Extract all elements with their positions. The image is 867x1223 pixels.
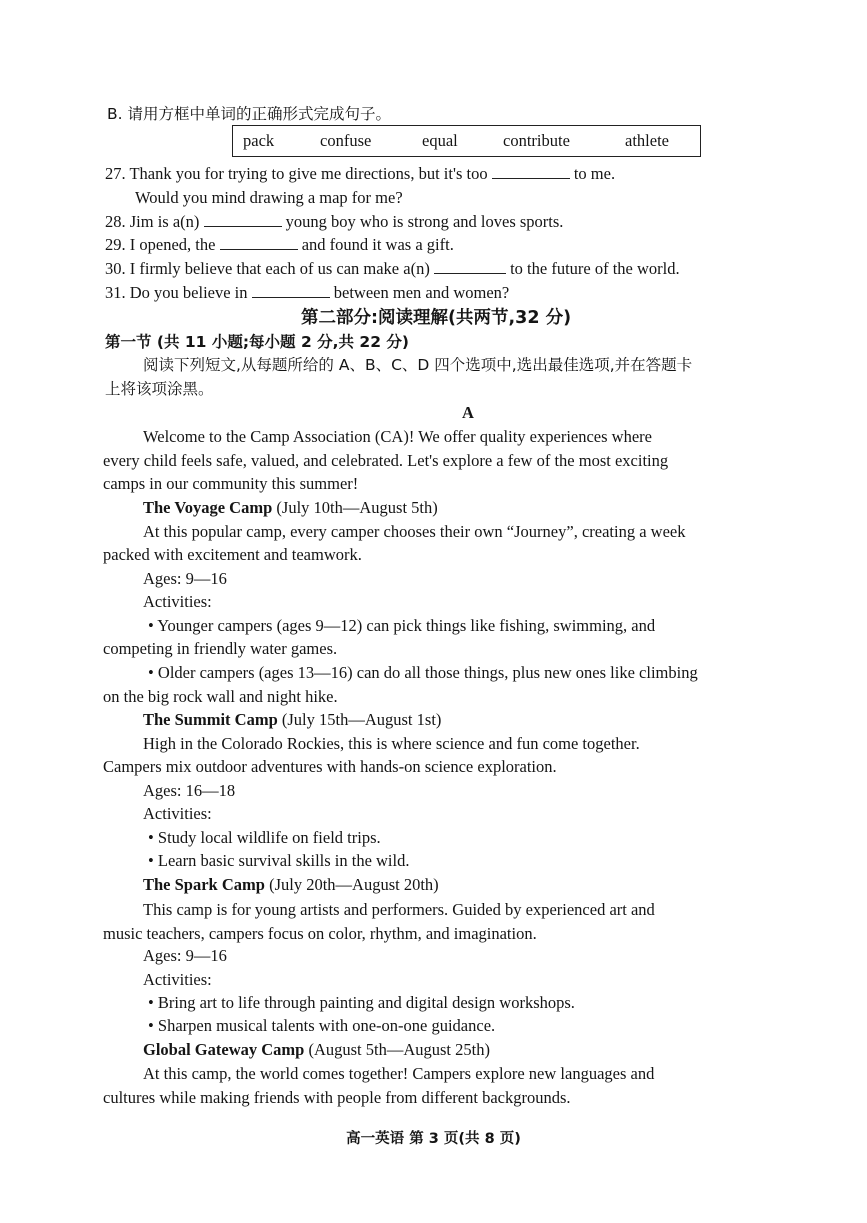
question-number: 29. <box>105 235 126 254</box>
activity-item: • Learn basic survival skills in the wild. <box>148 851 410 870</box>
answer-blank[interactable] <box>434 258 506 274</box>
camp-desc-line: music teachers, campers focus on color, rhythm, and imagination. <box>103 924 537 943</box>
part-two-title: 第二部分:阅读理解(共两节,32 分) <box>301 308 572 328</box>
camp-desc-line: This camp is for young artists and performers. Guided by experienced art and <box>143 900 655 919</box>
section-one-instruction-2: 上将该项涂黑。 <box>105 380 214 398</box>
question-text: I firmly believe that each of us can make a(n) <box>129 259 430 278</box>
camp-name: Global Gateway Camp <box>143 1040 305 1059</box>
activity-item-cont: competing in friendly water games. <box>103 639 338 658</box>
camp-dates: (July 10th—August 5th) <box>276 498 438 517</box>
section-one-instruction: 阅读下列短文,从每题所给的 A、B、C、D 四个选项中,选出最佳选项,并在答题卡 <box>143 356 693 374</box>
camp-ages: Ages: 16—18 <box>143 781 236 800</box>
question-text: and found it was a gift. <box>301 235 454 254</box>
question-text: between men and women? <box>333 283 510 302</box>
question-text: to the future of the world. <box>510 259 680 278</box>
question-text: I opened, the <box>129 235 216 254</box>
question-number: 31. <box>105 283 126 302</box>
camp-desc-line: cultures while making friends with people from different backgrounds. <box>103 1088 571 1107</box>
question-text: Jim is a(n) <box>129 212 200 231</box>
activity-item: • Study local wildlife on field trips. <box>148 828 381 847</box>
answer-blank[interactable] <box>252 282 330 298</box>
passage-intro-line: Welcome to the Camp Association (CA)! We offer quality experiences where <box>143 427 652 446</box>
activity-item: • Sharpen musical talents with one-on-one guidance. <box>148 1016 496 1035</box>
activity-item: • Bring art to life through painting and digital design workshops. <box>148 993 575 1012</box>
question-number: 27. <box>105 164 126 183</box>
question-number: 30. <box>105 259 126 278</box>
camp-name: The Voyage Camp <box>143 498 273 517</box>
word-option: contribute <box>503 131 570 150</box>
word-option: athlete <box>625 131 669 150</box>
question-27 <box>105 163 615 185</box>
camp-heading <box>143 1039 490 1061</box>
camp-heading <box>143 497 438 519</box>
section-one-title: 第一节 (共 11 小题;每小题 2 分,共 22 分) <box>105 333 409 351</box>
camp-desc-line: At this camp, the world comes together! Campers explore new languages and <box>143 1064 655 1083</box>
activities-label: Activities: <box>143 970 212 989</box>
word-option: equal <box>422 131 458 150</box>
activity-item: • Younger campers (ages 9—12) can pick things like fishing, swimming, and <box>148 616 656 635</box>
camp-name: The Summit Camp <box>143 710 278 729</box>
question-text: Thank you for trying to give me directions, but it's too <box>129 164 488 183</box>
activities-label: Activities: <box>143 804 212 823</box>
question-text: Do you believe in <box>129 283 248 302</box>
camp-desc-line: At this popular camp, every camper chooses their own “Journey”, creating a week <box>143 522 686 541</box>
question-text: young boy who is strong and loves sports. <box>285 212 564 231</box>
camp-dates: (July 15th—August 1st) <box>281 710 442 729</box>
answer-blank[interactable] <box>220 234 298 250</box>
passage-intro-line: camps in our community this summer! <box>103 474 359 493</box>
passage-label: A <box>462 403 474 422</box>
camp-dates: (August 5th—August 25th) <box>308 1040 490 1059</box>
question-31 <box>105 282 509 304</box>
word-option: confuse <box>320 131 372 150</box>
question-text: to me. <box>573 164 616 183</box>
activity-item: • Older campers (ages 13—16) can do all those things, plus new ones like climbing <box>148 663 698 682</box>
camp-heading <box>143 874 439 896</box>
word-box <box>232 125 701 157</box>
question-28 <box>105 211 563 233</box>
answer-blank[interactable] <box>492 163 570 179</box>
answer-blank[interactable] <box>204 211 282 227</box>
camp-ages: Ages: 9—16 <box>143 569 227 588</box>
camp-desc-line: packed with excitement and teamwork. <box>103 545 362 564</box>
word-option: pack <box>243 131 275 150</box>
camp-dates: (July 20th—August 20th) <box>269 875 439 894</box>
part-b-instruction: B. 请用方框中单词的正确形式完成句子。 <box>107 105 391 123</box>
activity-item-cont: on the big rock wall and night hike. <box>103 687 338 706</box>
page-footer: 高一英语 第 3 页(共 8 页) <box>346 1131 521 1147</box>
question-27-continued: Would you mind drawing a map for me? <box>135 188 403 207</box>
camp-desc-line: Campers mix outdoor adventures with hands-on science exploration. <box>103 757 557 776</box>
question-29 <box>105 234 454 256</box>
camp-desc-line: High in the Colorado Rockies, this is where science and fun come together. <box>143 734 640 753</box>
question-30 <box>105 258 680 280</box>
question-number: 28. <box>105 212 126 231</box>
activities-label: Activities: <box>143 592 212 611</box>
camp-heading <box>143 709 441 731</box>
passage-intro-line: every child feels safe, valued, and celebrated. Let's explore a few of the most exciting <box>103 451 669 470</box>
camp-name: The Spark Camp <box>143 875 265 894</box>
camp-ages: Ages: 9—16 <box>143 946 227 965</box>
